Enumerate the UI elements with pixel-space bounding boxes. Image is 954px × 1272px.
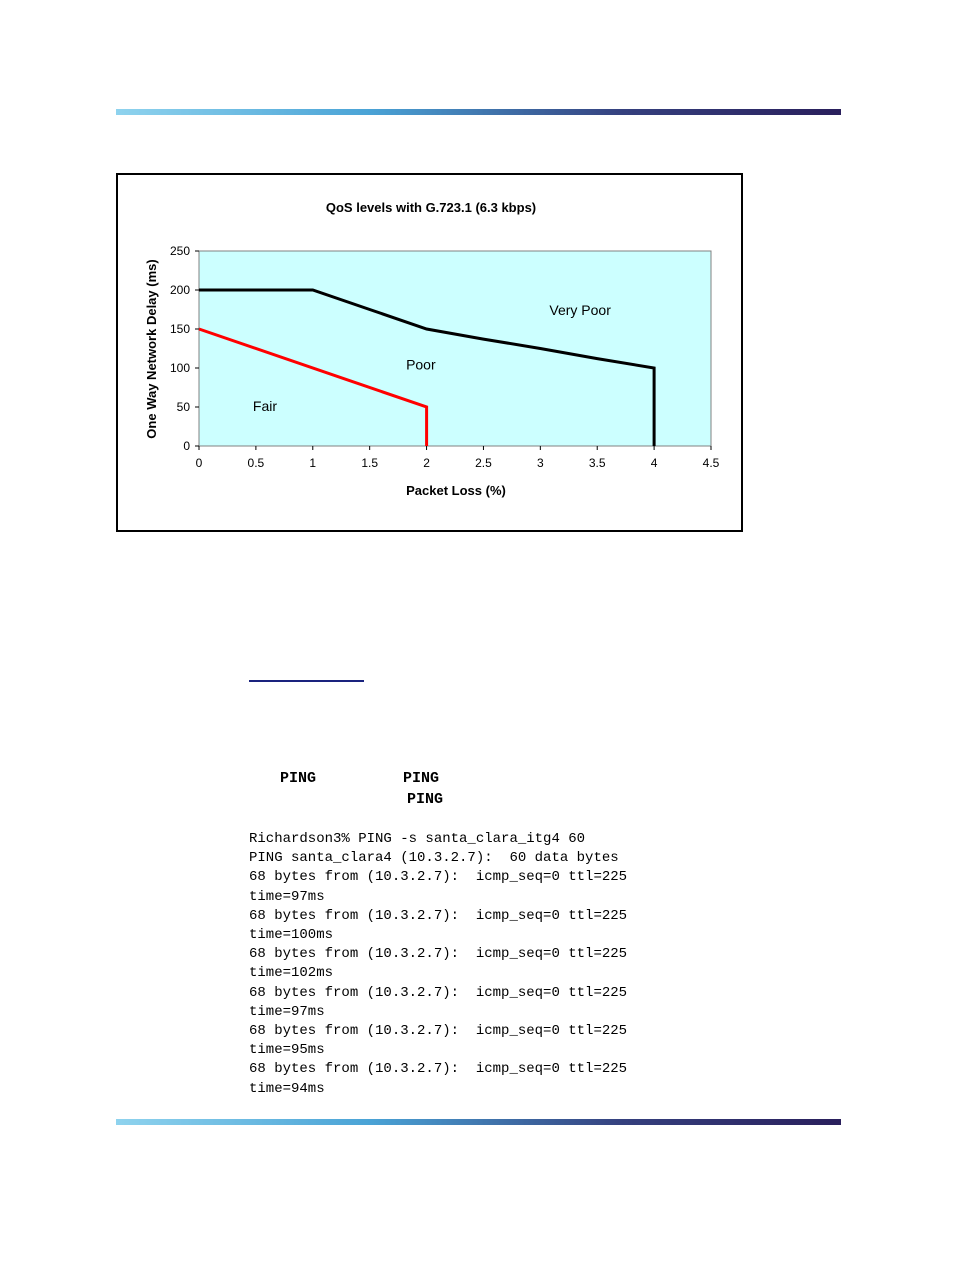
code-line: time=97ms [249, 888, 325, 905]
code-line: PING santa_clara4 (10.3.2.7): 60 data bytes [249, 850, 619, 867]
code-line: time=97ms [249, 1003, 325, 1020]
ping-command-word: PING [403, 770, 440, 787]
y-tick-label: 50 [176, 400, 190, 414]
code-line: time=100ms [249, 927, 334, 944]
y-axis-ticks [170, 244, 199, 453]
code-line: 68 bytes from (10.3.2.7): icmp_seq=0 ttl=225 [249, 1061, 628, 1078]
plot-area [199, 251, 711, 446]
x-tick-label: 3.5 [588, 456, 606, 470]
x-tick-label: 2 [423, 456, 430, 470]
code-line: time=102ms [249, 965, 334, 982]
code-line: 68 bytes from (10.3.2.7): icmp_seq=0 ttl=225 [249, 946, 628, 963]
region-label: Fair [252, 397, 278, 414]
y-tick-label: 0 [183, 439, 190, 453]
x-tick-label: 4.5 [702, 456, 720, 470]
code-line: time=95ms [249, 1042, 325, 1059]
x-tick-label: 4 [650, 456, 658, 470]
ping-command-word: PING [407, 791, 444, 808]
y-tick-label: 150 [169, 322, 190, 336]
x-axis-ticks [196, 446, 720, 470]
x-tick-label: 2.5 [475, 456, 492, 470]
qos-chart-figure [116, 173, 743, 532]
qos-chart [118, 175, 741, 530]
x-tick-label: 0.5 [247, 456, 265, 470]
region-label: Very Poor [549, 301, 611, 318]
x-tick-label: 3 [536, 456, 544, 470]
y-tick-label: 100 [169, 361, 190, 375]
x-tick-label: 1 [309, 456, 317, 470]
code-line: 68 bytes from (10.3.2.7): icmp_seq=0 ttl=225 [249, 869, 628, 886]
y-tick-label: 250 [169, 244, 190, 258]
code-line: 68 bytes from (10.3.2.7): icmp_seq=0 ttl=225 [249, 1023, 628, 1040]
y-tick-label: 200 [169, 283, 190, 297]
footer-rule [116, 1119, 841, 1125]
ping-command-word: PING [280, 770, 317, 787]
code-line: Richardson3% PING -s santa_clara_itg4 60 [249, 831, 586, 847]
code-line: 68 bytes from (10.3.2.7): icmp_seq=0 ttl=225 [249, 984, 628, 1001]
x-axis-label: Packet Loss (%) [406, 483, 506, 498]
code-line: time=94ms [249, 1080, 325, 1097]
header-rule [116, 109, 841, 115]
link-underline [249, 680, 364, 682]
ping-output-code-block [249, 830, 627, 1099]
chart-title: QoS levels with G.723.1 (6.3 kbps) [325, 200, 537, 215]
y-axis-label: One Way Network Delay (ms) [144, 259, 159, 439]
code-line: 68 bytes from (10.3.2.7): icmp_seq=0 ttl=225 [249, 907, 628, 924]
x-tick-label: 0 [195, 456, 203, 470]
x-tick-label: 1.5 [361, 456, 379, 470]
region-label: Poor [406, 356, 436, 373]
